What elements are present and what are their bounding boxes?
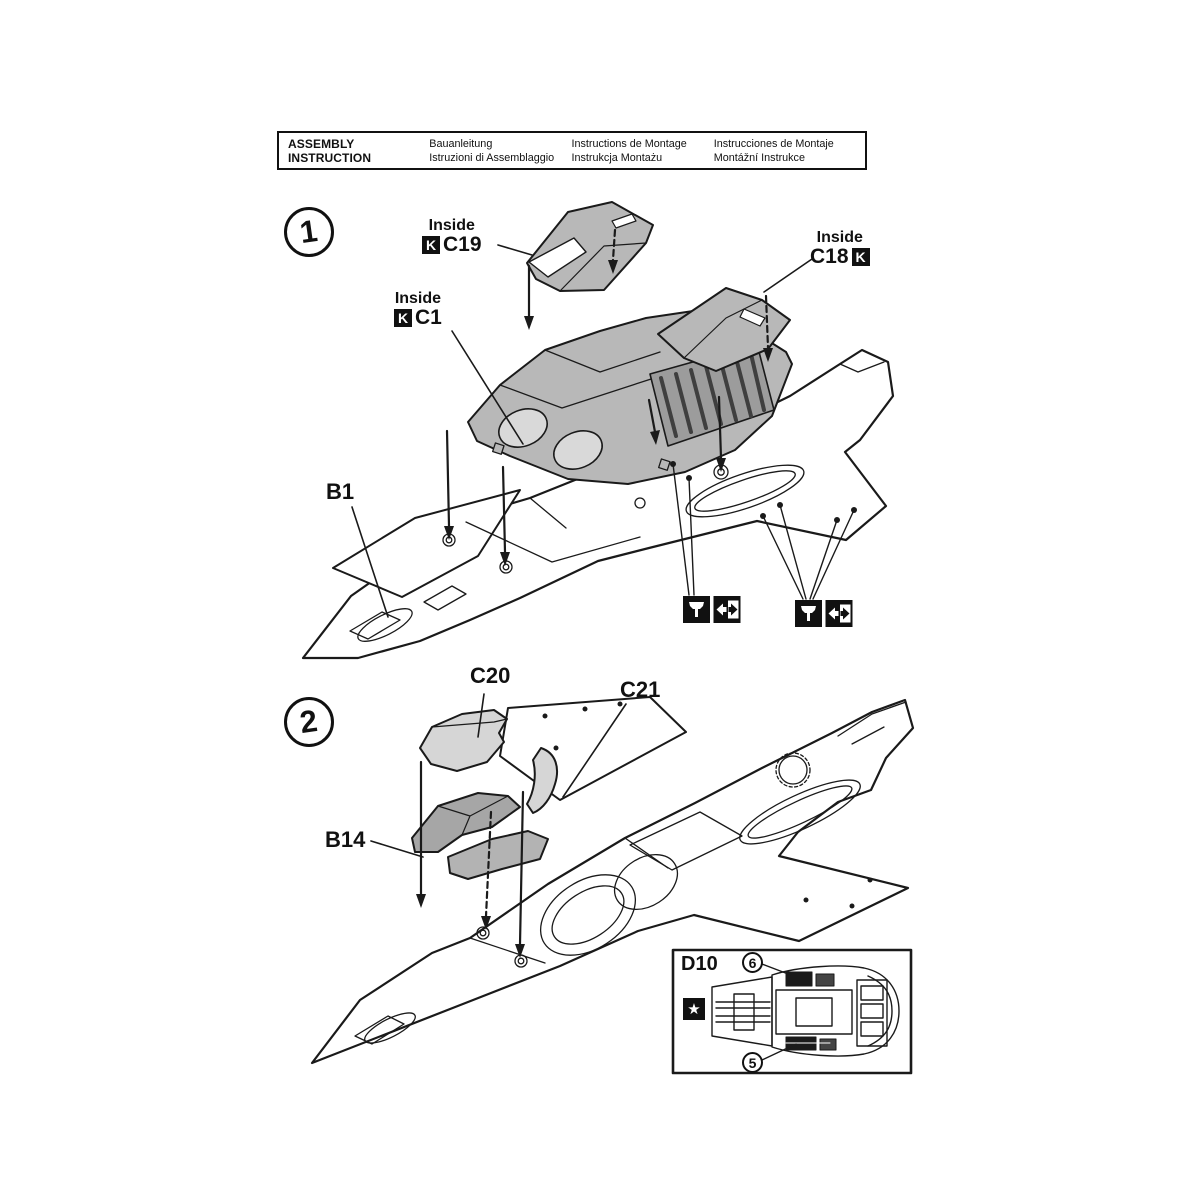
part-c20-intake-lip: [420, 710, 507, 771]
step1-exploded-diagram: [303, 202, 893, 658]
part-id-c1: C1: [415, 306, 442, 329]
translation-italian: Istruzioni di Assemblaggio: [429, 151, 555, 164]
star-icon: [683, 998, 705, 1020]
step-2-badge: [284, 697, 334, 747]
left-wing-plate: [500, 697, 686, 800]
translation-czech: Montážní Instrukce: [713, 151, 805, 164]
label-part-c1: [394, 290, 442, 329]
sprue-k-badge: K: [852, 248, 870, 266]
translation-german: Bauanleitung: [429, 137, 493, 150]
callout-6-number: 6: [748, 954, 757, 971]
sprue-k-badge: K: [394, 309, 412, 327]
press-pin-icon: [795, 600, 822, 627]
label-part-c19: [422, 217, 482, 256]
part-c19-panel: [527, 202, 653, 291]
label-part-b1: B1: [326, 479, 355, 504]
press-pin-icon: [683, 596, 710, 623]
label-part-c20: C20: [470, 663, 511, 688]
callout-5-number: 5: [748, 1054, 757, 1071]
step-1-badge: [284, 207, 334, 257]
part-id-c18: C18: [810, 245, 849, 268]
label-part-d10: D10: [681, 953, 718, 975]
label-part-b14: B14: [325, 827, 366, 852]
header-translations-col3: [714, 137, 856, 165]
step-1-number: 1: [297, 212, 320, 251]
translation-spanish: Instrucciones de Montaje: [713, 137, 834, 150]
step-2-number: 2: [297, 702, 320, 741]
header-title: ASSEMBLY INSTRUCTION: [288, 136, 372, 165]
both-sides-arrows-icon: [826, 600, 853, 627]
translation-polish: Instrukcja Montażu: [571, 151, 663, 164]
header-box: [277, 131, 867, 170]
decal-callout-6: [742, 952, 763, 973]
header-translations-col2: [572, 137, 714, 165]
header-translations-col1: [429, 137, 571, 165]
sprue-k-badge: K: [422, 236, 440, 254]
step2-diagram: [312, 694, 913, 1073]
inside-text: Inside: [816, 229, 863, 246]
star-glyph: ★: [687, 1001, 701, 1018]
part-id-c19: C19: [443, 233, 482, 256]
inside-text: Inside: [394, 290, 442, 307]
label-part-c21: C21: [620, 677, 661, 702]
translation-french: Instructions de Montage: [571, 137, 687, 150]
both-sides-arrows-icon: [714, 596, 741, 623]
label-part-c18: [810, 229, 870, 268]
inside-text: Inside: [428, 217, 475, 234]
decal-callout-5: [742, 1052, 763, 1073]
